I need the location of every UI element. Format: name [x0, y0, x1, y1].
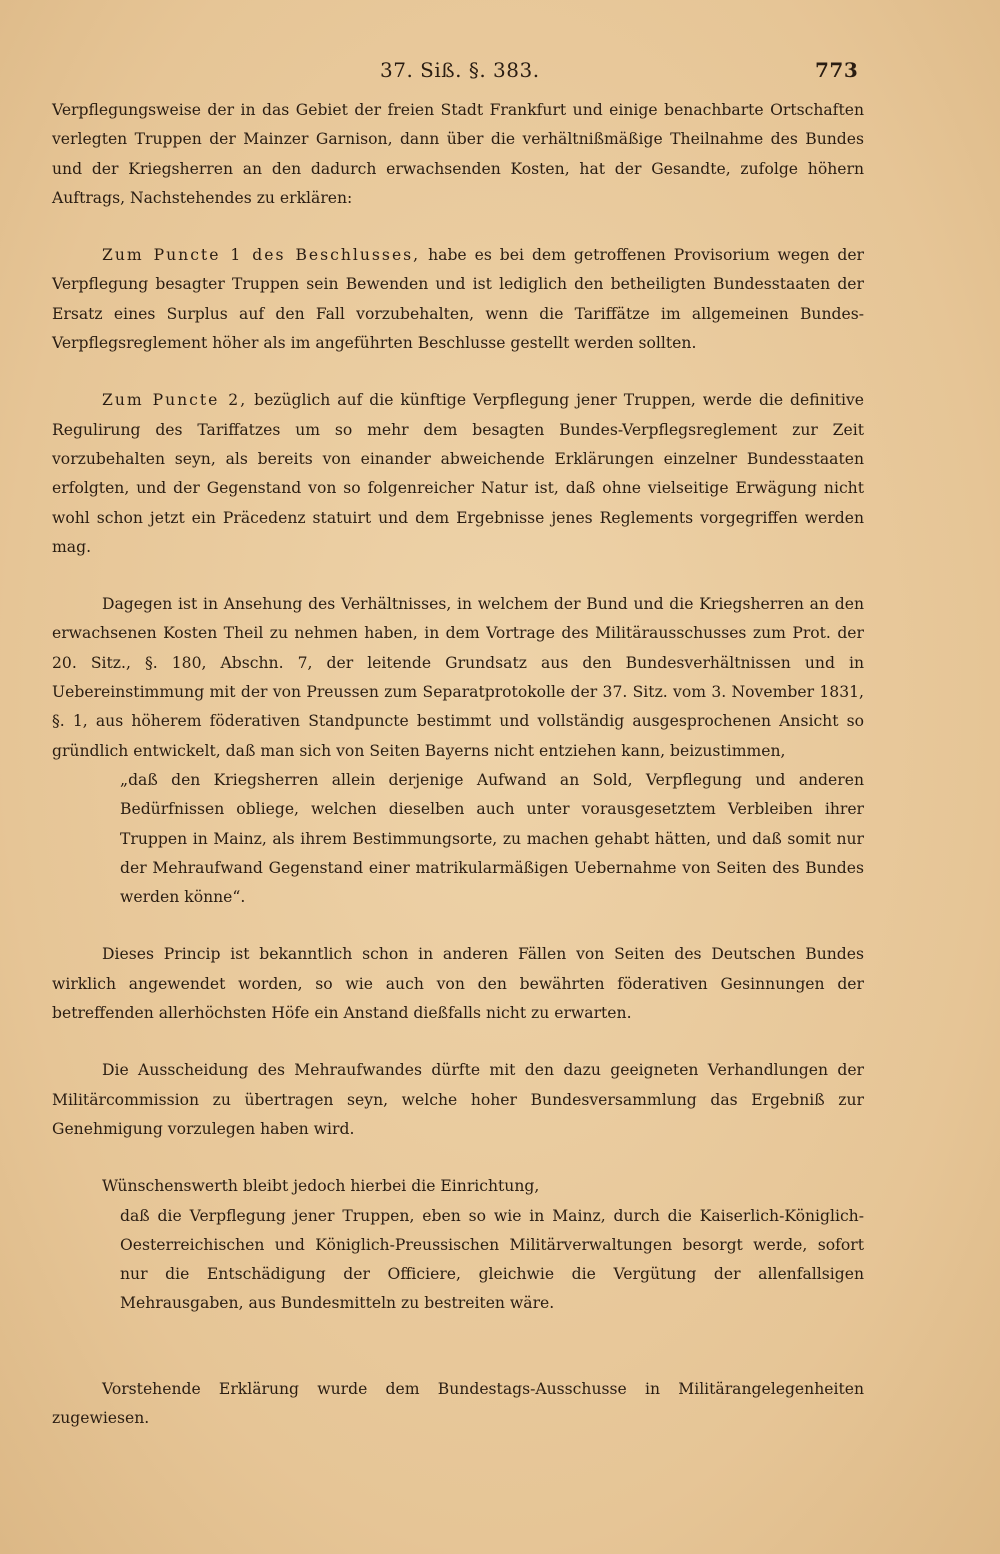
page-number: 773	[815, 58, 859, 82]
quoted-arrangement: daß die Verpflegung jener Truppen, eben so wie in Mainz, durch die Kaiserlich-Königlich-Oesterreichischen und Königlich-Preussischen Militärverwaltungen besorgt werde, sofort nur die Entschädigung der Officiere, gleichwie die Vergütung der allenfallsigen Mehrausgaben, aus Bundesmitteln zu bestreiten wäre.	[120, 1206, 864, 1313]
quoted-principle: „daß den Kriegsherren allein derjenige Aufwand an Sold, Verpflegung und anderen Bedürfnissen obliege, welchen dieselben auch unter vorausgesetztem Verbleiben ihrer Truppen in Mainz, als ihrem Bestimmungsorte, zu machen gehabt hätten, und daß somit nur der Mehraufwand Gegenstand einer matrikularmäßigen Uebernahme von Seiten des Bundes werden könne“.	[120, 770, 864, 907]
paragraph-wuenschenswerth: Wünschenswerth bleibt jedoch hierbei die Einrichtung,	[102, 1177, 540, 1196]
paragraph-point-1	[52, 241, 864, 358]
paragraph-dagegen: Dagegen ist in Ansehung des Verhältnisses, in welchem der Bund und die Kriegsherren an den erwachsenen Kosten Theil zu nehmen haben, in dem Vortrage des Militärausschusses zum Prot. der 20. Sitz., §. 180, Abschn. 7, der leitende Grundsatz aus den Bundesverhältnissen und in Uebereinstimmung mit der von Preussen zum Separatprotokolle der 37. Sitz. vom 3. November 1831, §. 1, aus höherem föderativen Standpuncte bestimmt und vollständig ausgesprochenen Ansicht so gründlich entwickelt, daß man sich von Seiten Bayerns nicht entziehen kann, beizustimmen,	[52, 595, 864, 760]
page-header	[0, 58, 1000, 88]
point-2-lead: Zum Puncte 2,	[102, 391, 248, 410]
paragraph-princip: Dieses Princip ist bekanntlich schon in anderen Fällen von Seiten des Deutschen Bundes wirklich angewendet worden, so wie auch von den bewährten föderativen Gesinnungen der betreffenden allerhöchsten Höfe ein Anstand dießfalls nicht zu erwarten.	[52, 945, 864, 1023]
paragraph-intro: Verpflegungsweise der in das Gebiet der freien Stadt Frankfurt und einige benachbarte Ortschaften verlegten Truppen der Mainzer Garnison, dann über die verhältnißmäßige Theilnahme des Bundes und der Kriegsherren an den dadurch erwachsenden Kosten, hat der Gesandte, zufolge höhern Auftrags, Nachstehendes zu erklären:	[52, 101, 864, 207]
point-2-text: bezüglich auf die künftige Verpflegung jener Truppen, werde die definitive Regulirung des Tariffatzes um so mehr dem besagten Bundes-Verpflegsreglement zur Zeit vorzubehalten seyn, als bereits von einander abweichende Erklärungen einzelner Bundesstaaten erfolgten, und der Gegenstand von so folgenreicher Natur ist, daß ohne vielseitige Erwägung nicht wohl schon jetzt ein Präcedenz statuirt und dem Ergebnisse jenes Reglements vorgegriffen werden mag.	[52, 391, 864, 556]
session-reference: 37. Siß. §. 383.	[380, 58, 540, 82]
paragraph-ausscheidung: Die Ausscheidung des Mehraufwandes dürfte mit den dazu geeigneten Verhandlungen der Militärcommission zu übertragen seyn, welche hoher Bundesversammlung das Ergebniß zur Genehmigung vorzulegen haben wird.	[52, 1061, 864, 1138]
paragraph-point-2	[52, 386, 864, 562]
point-1-text: habe es bei dem getroffenen Provisorium wegen der Verpflegung besagter Truppen sein Bewenden und ist lediglich den betheiligten Bundesstaaten der Ersatz eines Surplus auf den Fall vorzubehalten, wenn die Tariffätze im allgemeinen Bundes-Verpflegsreglement höher als im angeführten Beschlusse gestellt werden sollten.	[52, 246, 865, 353]
point-1-lead: Zum Puncte 1 des Beschlusses,	[102, 246, 421, 265]
document-body	[52, 96, 864, 1433]
paragraph-final-note: Vorstehende Erklärung wurde dem Bundestags-Ausschusse in Militärangelegenheiten zugewiesen.	[52, 1379, 864, 1427]
